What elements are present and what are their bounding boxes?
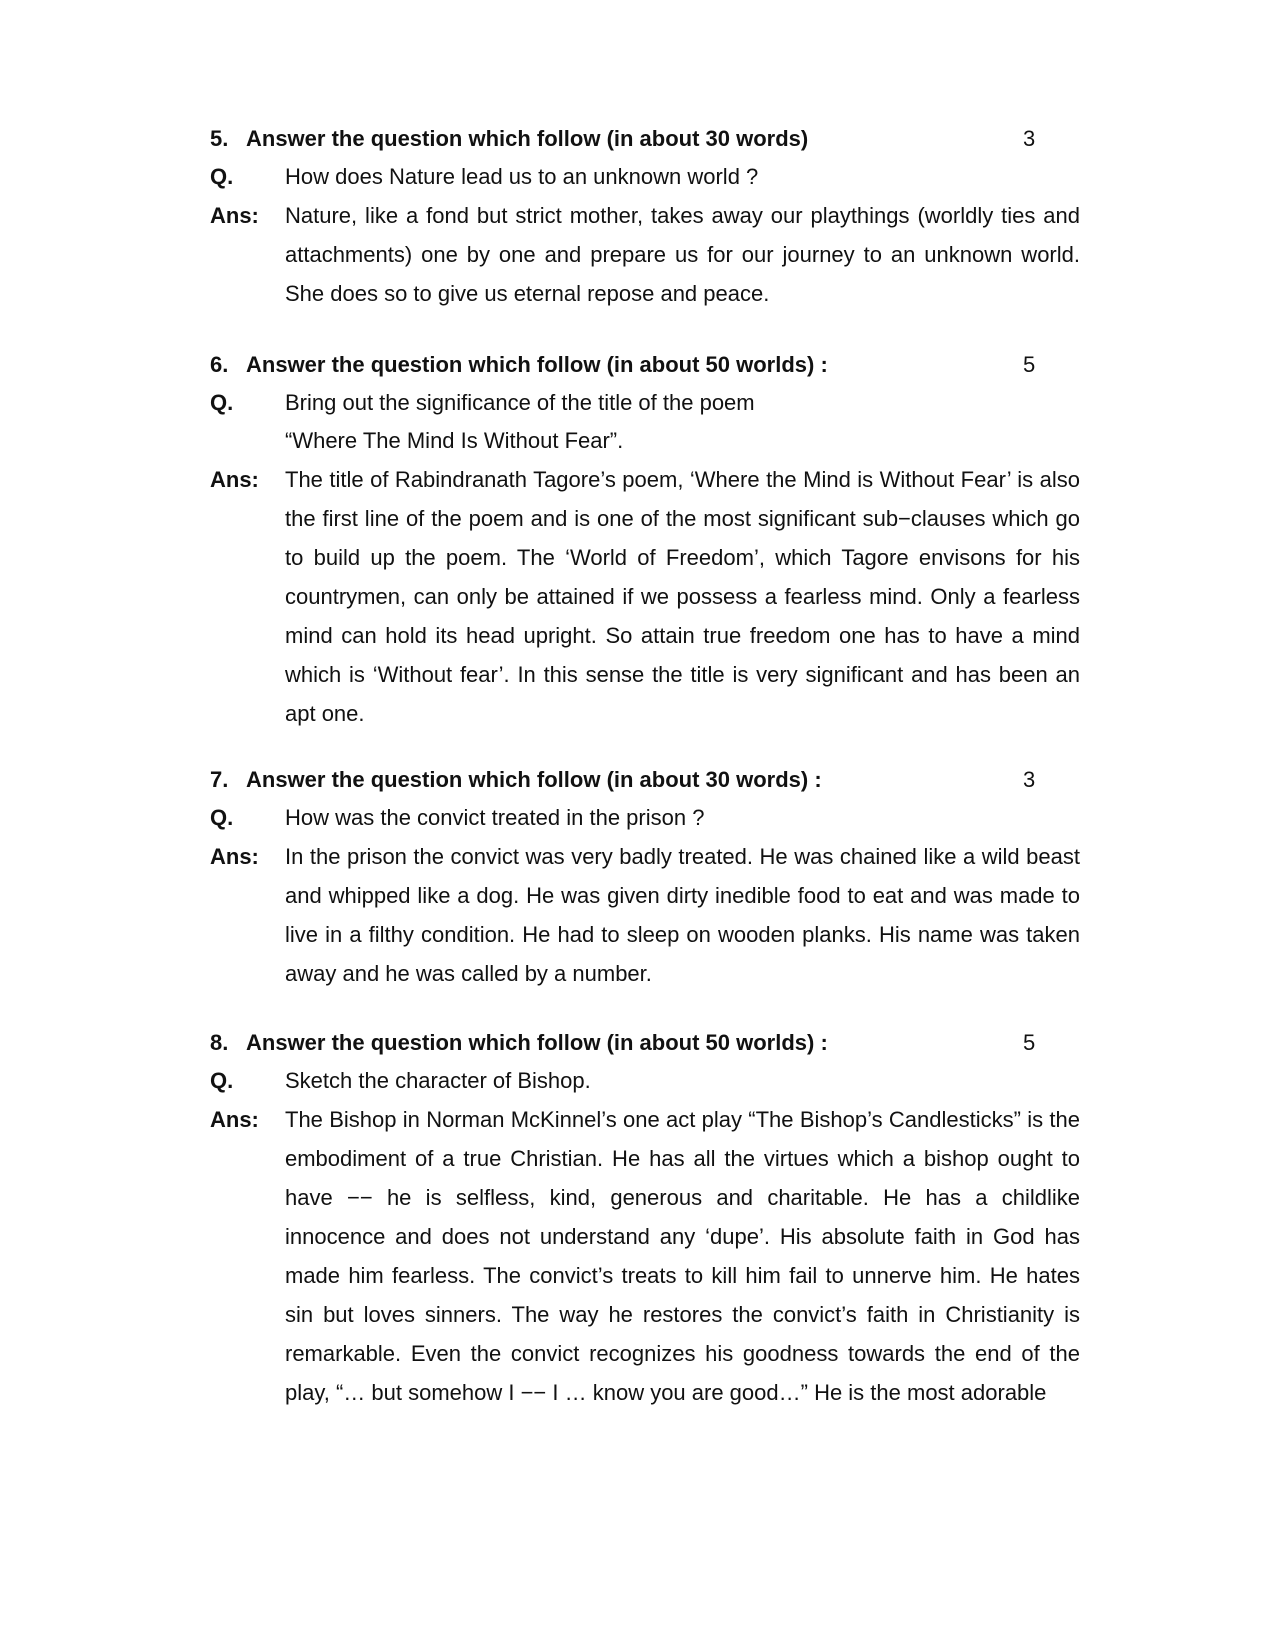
question-label: Q. xyxy=(210,390,234,415)
answer-row xyxy=(210,837,1080,993)
question-line: Sketch the character of Bishop. xyxy=(285,1068,591,1093)
question-label: Q. xyxy=(210,805,234,830)
question-block-7 xyxy=(210,761,1080,993)
question-label: Q. xyxy=(210,1068,234,1093)
question-marks: 3 xyxy=(1023,767,1036,792)
question-number: 8. xyxy=(210,1030,229,1055)
question-instruction: Answer the question which follow (in about 30 words) : xyxy=(246,767,822,792)
question-line: “Where The Mind Is Without Fear”. xyxy=(285,428,624,453)
question-label: Q. xyxy=(210,164,234,189)
answer-label: Ans: xyxy=(210,467,259,492)
answer-row xyxy=(210,196,1080,313)
question-text xyxy=(285,158,1080,196)
question-number: 5. xyxy=(210,126,229,151)
answer-row xyxy=(210,1100,1080,1412)
question-row xyxy=(210,1062,1080,1100)
answer-label: Ans: xyxy=(210,203,259,228)
question-row xyxy=(210,384,1080,460)
question-text xyxy=(285,799,1080,837)
answer-label: Ans: xyxy=(210,1107,259,1132)
question-heading xyxy=(210,1024,1080,1062)
question-line: How was the convict treated in the prison ? xyxy=(285,805,705,830)
answer-text: The Bishop in Norman McKinnel’s one act play “The Bishop’s Candlesticks” is the embodiment of a true Christian. He has all the virtues which a bishop ought to have −− he is selfless, kind, generous and charitable. He has a childlike innocence and does not understand any ‘dupe’. His absolute faith in God has made him fearless. The convict’s treats to kill him fail to unnerve him. He hates sin but loves sinners. The way he restores the convict’s faith in Christianity is remarkable. Even the convict recognizes his goodness towards the end of the play, “… but somehow I −− I … know you are good…” He is the most adorable xyxy=(285,1107,1080,1405)
question-heading xyxy=(210,120,1080,158)
question-text xyxy=(285,1062,1080,1100)
question-marks: 5 xyxy=(1023,1030,1036,1055)
question-text xyxy=(285,384,1080,460)
question-marks: 3 xyxy=(1023,126,1036,151)
question-row xyxy=(210,158,1080,196)
answer-label: Ans: xyxy=(210,844,259,869)
answer-text: Nature, like a fond but strict mother, takes away our playthings (worldly ties and attachments) one by one and prepare us for our journey to an unknown world. She does so to give us eternal repose and peace. xyxy=(285,203,1080,306)
question-instruction: Answer the question which follow (in about 50 worlds) : xyxy=(246,352,828,377)
question-block-6 xyxy=(210,346,1080,733)
question-instruction: Answer the question which follow (in about 30 words) xyxy=(246,126,809,151)
answer-text: In the prison the convict was very badly treated. He was chained like a wild beast and whipped like a dog. He was given dirty inedible food to eat and was made to live in a filthy condition. He had to sleep on wooden planks. His name was taken away and he was called by a number. xyxy=(285,844,1080,986)
question-instruction: Answer the question which follow (in about 50 worlds) : xyxy=(246,1030,828,1055)
answer-text: The title of Rabindranath Tagore’s poem, ‘Where the Mind is Without Fear’ is also the first line of the poem and is one of the most significant sub−clauses which go to build up the poem. The ‘World of Freedom’, which Tagore envisons for his countrymen, can only be attained if we possess a fearless mind. Only a fearless mind can hold its head upright. So attain true freedom one has to have a mind which is ‘Without fear’. In this sense the title is very significant and has been an apt one. xyxy=(285,467,1080,726)
question-heading xyxy=(210,346,1080,384)
question-row xyxy=(210,799,1080,837)
question-line: Bring out the significance of the title of the poem xyxy=(285,390,755,415)
question-block-8 xyxy=(210,1024,1080,1412)
question-block-5 xyxy=(210,120,1080,313)
question-marks: 5 xyxy=(1023,352,1036,377)
answer-row xyxy=(210,460,1080,733)
question-line: How does Nature lead us to an unknown world ? xyxy=(285,164,759,189)
question-heading xyxy=(210,761,1080,799)
question-number: 7. xyxy=(210,767,229,792)
question-number: 6. xyxy=(210,352,229,377)
